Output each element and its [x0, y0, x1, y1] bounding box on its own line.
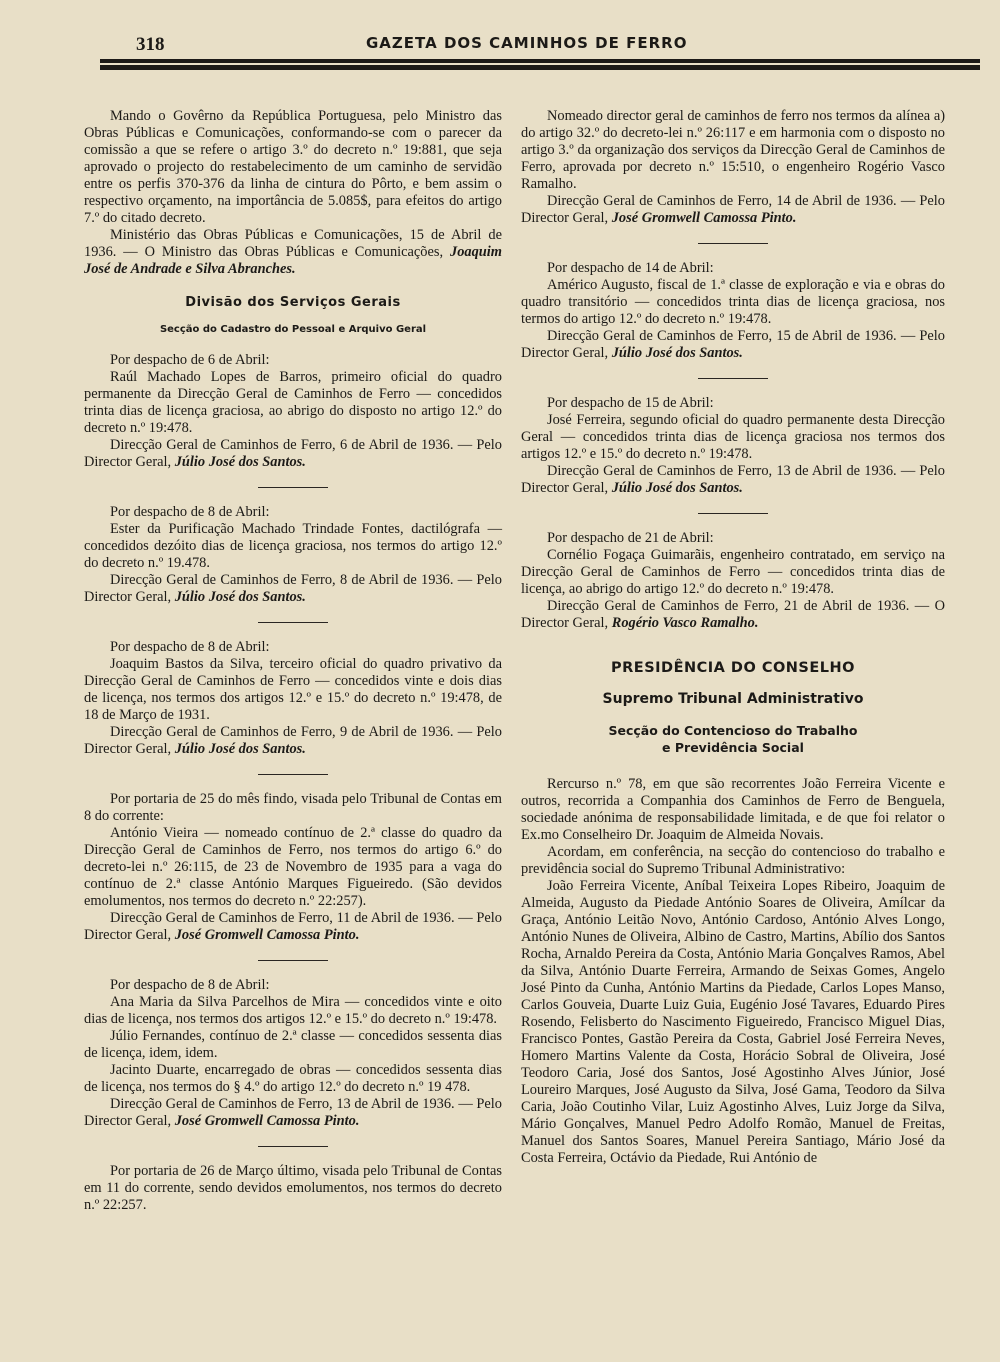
- article-block: [84, 1163, 502, 1214]
- paragraph: Por despacho de 8 de Abril:: [110, 504, 270, 520]
- paragraph-text: Direcção Geral de Caminhos de Ferro, 13 de Abril de 1936. — Pelo Director Geral,: [84, 1096, 502, 1129]
- article-block: [84, 108, 502, 278]
- article-block: [521, 776, 945, 1167]
- article-block: [521, 108, 945, 227]
- paragraph-text: Direcção Geral de Caminhos de Ferro, 13 de Abril de 1936. — Pelo Director Geral,: [521, 463, 945, 496]
- paragraph-text: Direcção Geral de Caminhos de Ferro, 21 de Abril de 1936. — O Director Geral,: [521, 598, 945, 631]
- paragraph: [84, 437, 502, 471]
- header-rule: [100, 59, 980, 63]
- paragraph: Por despacho de 8 de Abril:: [110, 977, 270, 993]
- paragraph: Acordam, em conferência, na secção do contencioso do trabalho e previdência social do Supremo Tribunal Administrativo:: [521, 844, 945, 877]
- paragraph: Ana Maria da Silva Parcelhos de Mira — concedidos vinte e oito dias de licença, nos termos dos artigos 12.º e 15.º do decreto n.º 19:478.: [84, 994, 502, 1027]
- signature: Júlio José dos Santos.: [611, 345, 743, 361]
- paragraph: Nomeado director geral de caminhos de ferro nos termos da alínea a) do artigo 32.º do decreto-lei n.º 26:117 e em harmonia com o disposto no artigo 3.º da organização dos serviços da Direcção Geral de Caminhos de Ferro, aprovada por decreto n.º 15:510, o engenheiro Rogério Vasco Ramalho.: [521, 108, 945, 192]
- signature: Júlio José dos Santos.: [174, 589, 306, 605]
- separator-rule: [258, 960, 328, 961]
- paragraph: [84, 1096, 502, 1130]
- subsection-heading: [521, 722, 945, 756]
- paragraph-text: Ministério das Obras Públicas e Comunicações, 15 de Abril de 1936. — O Ministro das Obras Públicas e Comunicações,: [84, 227, 502, 260]
- paragraph: Júlio Fernandes, contínuo de 2.ª classe — concedidos sessenta dias de licença, idem, idem.: [84, 1028, 502, 1061]
- left-column: [84, 108, 502, 1230]
- paragraph: Rercurso n.º 78, em que são recorrentes João Ferreira Vicente e outros, recorrida a Companhia dos Caminhos de Ferro de Benguela, sociedade anónima de responsabilidade limitada, e de que foi relator o Ex.mo Conselheiro Dr. Joaquim de Almeida Novais.: [521, 776, 945, 843]
- separator-rule: [698, 243, 768, 244]
- paragraph: Raúl Machado Lopes de Barros, primeiro oficial do quadro permanente da Direcção Geral de Caminhos de Ferro — concedidos trinta dias de licença graciosa, ao abrigo do disposto no artigo 12.º do decreto n.º 19:478.: [84, 369, 502, 436]
- signature: Júlio José dos Santos.: [611, 480, 743, 496]
- article-block: [84, 352, 502, 471]
- right-column: [521, 108, 945, 1183]
- paragraph: Jacinto Duarte, encarregado de obras — concedidos sessenta dias de licença, nos termos do § 4.º do artigo 12.º do decreto n.º 19 478.: [84, 1062, 502, 1095]
- article-block: [84, 977, 502, 1130]
- paragraph: António Vieira — nomeado contínuo de 2.ª classe do quadro da Direcção Geral de Caminhos de Ferro, nos termos do artigo 6.º do decreto-lei n.º 26:115, de 23 de Novembro de 1935 para a vaga do contínuo de 2.ª classe António Marques Figueiredo. (São devidos emolumentos, nos termos do decreto n.º 22:257).: [84, 825, 502, 909]
- paragraph: Por portaria de 26 de Março último, visada pelo Tribunal de Contas em 11 do corrente, sendo devidos emolumentos, nos termos do decreto n.º 22:257.: [84, 1163, 502, 1213]
- paragraph-text: Direcção Geral de Caminhos de Ferro, 11 de Abril de 1936. — Pelo Director Geral,: [84, 910, 502, 943]
- paragraph: Mando o Govêrno da República Portuguesa, pelo Ministro das Obras Públicas e Comunicações, conformando-se com o parecer da comissão a que se refere o artigo 3.º do decreto n.º 19:881, que seja aprovado o projecto do restabelecimento de um caminho de servidão entre os perfis 370-376 da linha de cintura do Pôrto, e bem assim o respectivo orçamento, na importância de 5.085$, para efeitos do artigo 7.º do citado decreto.: [84, 108, 502, 226]
- separator-rule: [258, 774, 328, 775]
- publication-title: GAZETA DOS CAMINHOS DE FERRO: [366, 34, 688, 52]
- section-heading: PRESIDÊNCIA DO CONSELHO: [611, 660, 855, 676]
- signature: Júlio José dos Santos.: [174, 454, 306, 470]
- paragraph: [521, 463, 945, 497]
- paragraph: Cornélio Fogaça Guimarãis, engenheiro contratado, em serviço na Direcção Geral de Caminhos de Ferro — concedidos trinta dias de licença, ao abrigo do artigo 12.º do decreto n.º 19:478.: [521, 547, 945, 597]
- subsection-heading: Secção do Cadastro do Pessoal e Arquivo Geral: [159, 324, 427, 335]
- paragraph: Por despacho de 14 de Abril:: [547, 260, 714, 276]
- paragraph: Por despacho de 15 de Abril:: [547, 395, 714, 411]
- paragraph: Por despacho de 21 de Abril:: [547, 530, 714, 546]
- paragraph: [521, 598, 945, 632]
- paragraph-text: Direcção Geral de Caminhos de Ferro, 9 de Abril de 1936. — Pelo Director Geral,: [84, 724, 502, 757]
- signature: José Gromwell Camossa Pinto.: [174, 927, 360, 943]
- page-header: [100, 30, 980, 80]
- paragraph-text: Direcção Geral de Caminhos de Ferro, 8 de Abril de 1936. — Pelo Director Geral,: [84, 572, 502, 605]
- header-rule-thick: [100, 65, 980, 70]
- paragraph: Por despacho de 8 de Abril:: [110, 639, 270, 655]
- paragraph-text: Direcção Geral de Caminhos de Ferro, 15 de Abril de 1936. — Pelo Director Geral,: [521, 328, 945, 361]
- paragraph: [84, 227, 502, 278]
- signature: José Gromwell Camossa Pinto.: [611, 210, 797, 226]
- signature: Joaquim José de Andrade e Silva Abranches.: [84, 244, 502, 277]
- separator-rule: [258, 487, 328, 488]
- heading-line: e Previdência Social: [662, 740, 804, 755]
- article-block: [84, 504, 502, 606]
- paragraph: Américo Augusto, fiscal de 1.ª classe de exploração e via e obras do quadro transitório — concedidos trinta dias de licença graciosa, nos termos do artigo 12.º do decreto n.º 19:478.: [521, 277, 945, 327]
- paragraph: Joaquim Bastos da Silva, terceiro oficial do quadro privativo da Direcção Geral de Caminhos de Ferro — concedidos vinte e dois dias de licença, nos termos dos artigos 12.º e 15.º do decreto n.º 19:478, de 18 de Março de 1931.: [84, 656, 502, 723]
- signature: José Gromwell Camossa Pinto.: [174, 1113, 360, 1129]
- paragraph: José Ferreira, segundo oficial do quadro permanente desta Direcção Geral — concedidos trinta dias de licença graciosa nos termos dos artigos 12.º e 15.º do decreto n.º 19:478.: [521, 412, 945, 462]
- paragraph: João Ferreira Vicente, Aníbal Teixeira Lopes Ribeiro, Joaquim de Almeida, Augusto da Piedade António Soares de Oliveira, Amílcar da Graça, António Leitão Novo, António Cardoso, António Alves Longo, António Nunes de Oliveira, Albino de Castro, Martins, Abílio dos Santos Rocha, Arnaldo Pereira da Costa, António Maria Gonçalves Ramos, Abel da Silva, António Duarte Ferreira, Armando de Seixas Gomes, Angelo José Pinto da Cunha, António Martins da Piedade, Carlos Lopes Manso, Carlos Gouveia, Duarte Luiz Guia, Eugénio José Tavares, Eduardo Pires Rosendo, Felisberto do Nascimento Figueiredo, Francisco Miguel Dias, Francisco Pontes, Gastão Pereira da Costa, Gabriel José Ferreira Neves, Homero Martins Valente da Costa, Horácio Sobral de Oliveira, José Teodoro Caria, José dos Santos, José Agostinho Alves Júnior, José Loureiro Marques, José Augusto da Silva, José Gama, Teodoro da Silva Caria, João Coutinho Vilar, Luiz Agostinho Alves, Luiz Jorge da Silva, Mário Gonçalves, Manuel Pedro Adolfo Romão, Manuel de Freitas, Manuel dos Santos Soares, Manuel Pereira Santiago, Mário José da Costa Ferreira, Octávio da Piedade, Rui António de: [521, 878, 945, 1166]
- paragraph: [84, 910, 502, 944]
- paragraph: [521, 328, 945, 362]
- paragraph: Por portaria de 25 do mês findo, visada pelo Tribunal de Contas em 8 do corrente:: [84, 791, 502, 824]
- paragraph: [84, 724, 502, 758]
- paragraph-text: Direcção Geral de Caminhos de Ferro, 6 de Abril de 1936. — Pelo Director Geral,: [84, 437, 502, 470]
- article-block: [521, 530, 945, 632]
- separator-rule: [698, 378, 768, 379]
- paragraph: Por despacho de 6 de Abril:: [110, 352, 270, 368]
- section-heading: Divisão dos Serviços Gerais: [185, 295, 401, 310]
- paragraph: [84, 572, 502, 606]
- signature: Rogério Vasco Ramalho.: [611, 615, 759, 631]
- heading-line: Secção do Contencioso do Trabalho: [608, 723, 858, 738]
- paragraph: Ester da Purificação Machado Trindade Fontes, dactilógrafa — concedidos dezóito dias de licença graciosa, nos termos do artigo 12.º do decreto n.º 19.478.: [84, 521, 502, 571]
- separator-rule: [258, 622, 328, 623]
- signature: Júlio José dos Santos.: [174, 741, 306, 757]
- separator-rule: [698, 513, 768, 514]
- article-block: [84, 639, 502, 758]
- paragraph: [521, 193, 945, 227]
- page-number: 318: [136, 34, 165, 55]
- separator-rule: [258, 1146, 328, 1147]
- paragraph-text: Direcção Geral de Caminhos de Ferro, 14 de Abril de 1936. — Pelo Director Geral,: [521, 193, 945, 226]
- article-block: [521, 395, 945, 497]
- article-block: [84, 791, 502, 944]
- article-block: [521, 260, 945, 362]
- subsection-heading: Supremo Tribunal Administrativo: [602, 691, 864, 707]
